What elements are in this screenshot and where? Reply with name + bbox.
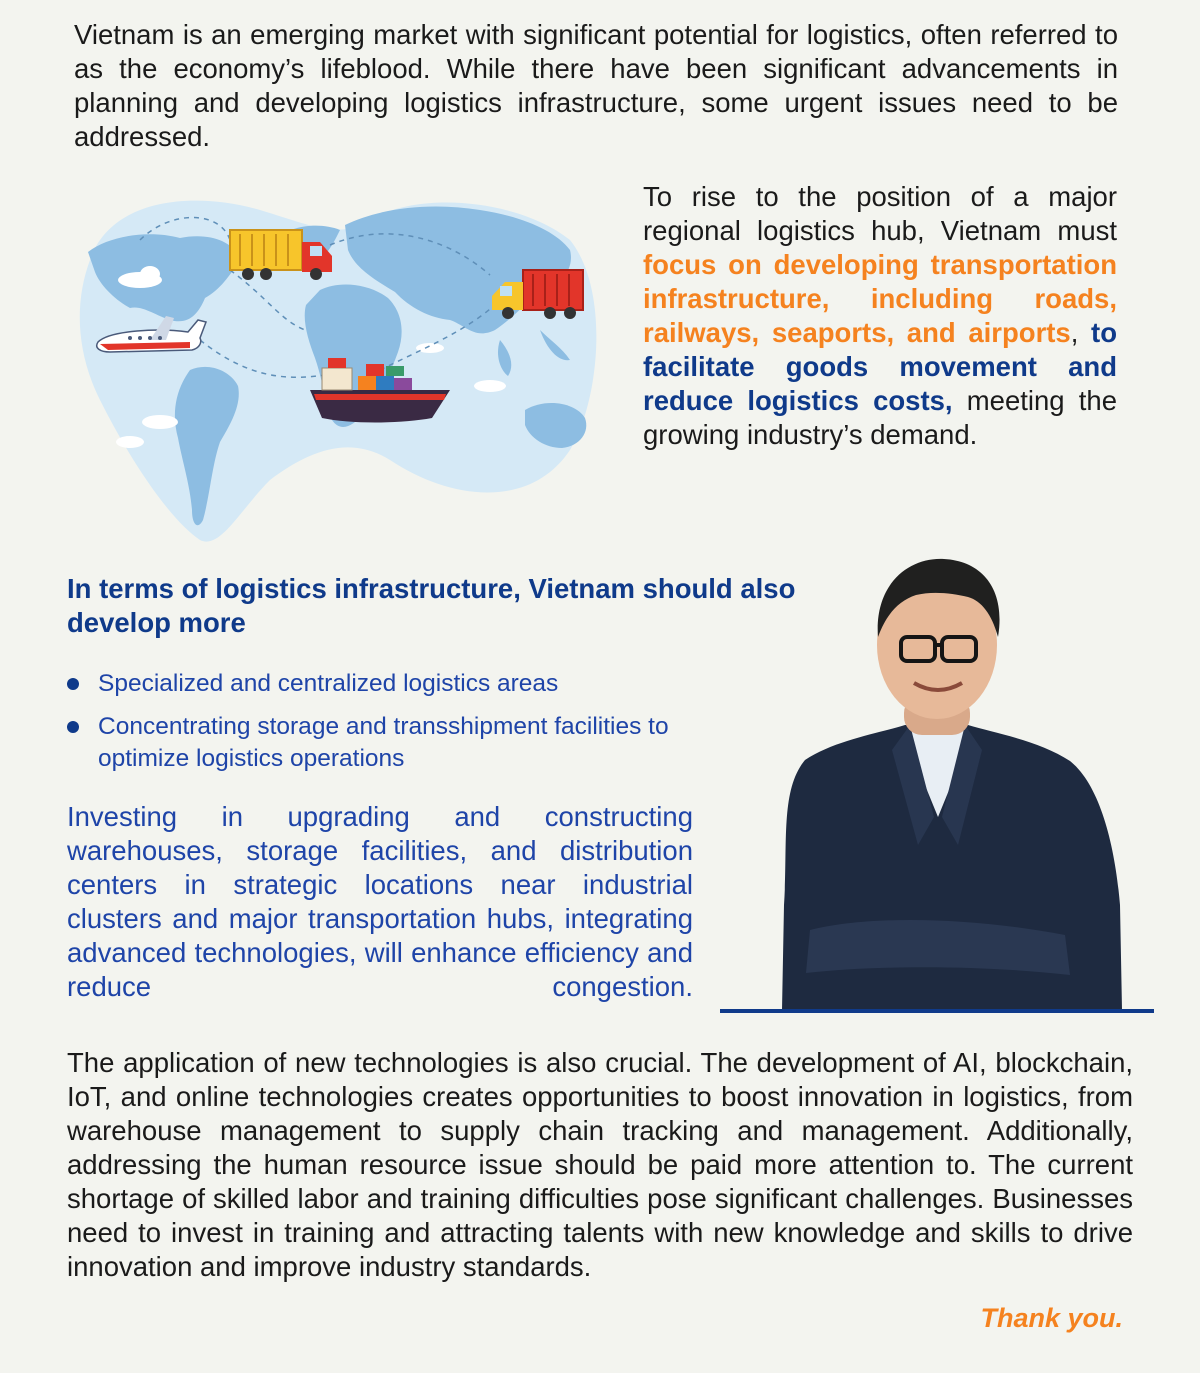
bullet-text: Concentrating storage and transshipment facilities to optimize logistics operations <box>98 713 669 772</box>
infrastructure-bullet-list <box>67 668 707 786</box>
thank-you-text: Thank you. <box>980 1303 1123 1333</box>
hub-lead: To rise to the position of a major regional logistics hub, Vietnam must <box>643 181 1117 246</box>
technology-paragraph: The application of new technologies is also crucial. The development of AI, blockchain, IoT, and online technologies creates opportunities to boost innovation in logistics, from warehouse management to supply chain tracking and management. Additionally, addressing the human resource issue should be paid more attention to. The current shortage of skilled labor and training difficulties pose significant challenges. Businesses need to invest in training and attracting talents with new knowledge and skills to drive innovation and improve industry standards. <box>67 1047 1133 1282</box>
bullet-dot-icon <box>67 721 79 733</box>
portrait-underline-divider <box>720 1009 1154 1013</box>
hub-tail: meeting the growing industry’s demand. <box>643 385 1117 450</box>
world-logistics-map-illustration <box>70 180 600 550</box>
portrait-photo <box>720 545 1154 1015</box>
hub-orange-highlight: focus on developing transportation infrastructure, including roads, railways, seaports, and airports <box>643 249 1117 348</box>
hub-comma: , <box>1070 317 1092 348</box>
bullet-item <box>67 711 707 775</box>
intro-paragraph: Vietnam is an emerging market with significant potential for logistics, often referred to as the economy’s lifeblood. While there have been significant advancements in planning and developing logistics infrastructure, some urgent issues need to be addressed. <box>74 19 1118 152</box>
bullet-dot-icon <box>67 678 79 690</box>
investment-paragraph: Investing in upgrading and constructing warehouses, storage facilities, and distribution centers in strategic locations near industrial clusters and major transportation hubs, integrating advanced technologies, will enhance efficiency and reduce congestion. <box>67 801 693 1002</box>
hub-blue-highlight: to facilitate goods movement and reduce logistics costs, <box>643 317 1118 416</box>
infrastructure-heading: In terms of logistics infrastructure, Vietnam should also develop more <box>67 573 796 638</box>
bullet-text: Specialized and centralized logistics areas <box>98 670 559 697</box>
hub-paragraph <box>643 180 1117 452</box>
bullet-item <box>67 668 707 700</box>
